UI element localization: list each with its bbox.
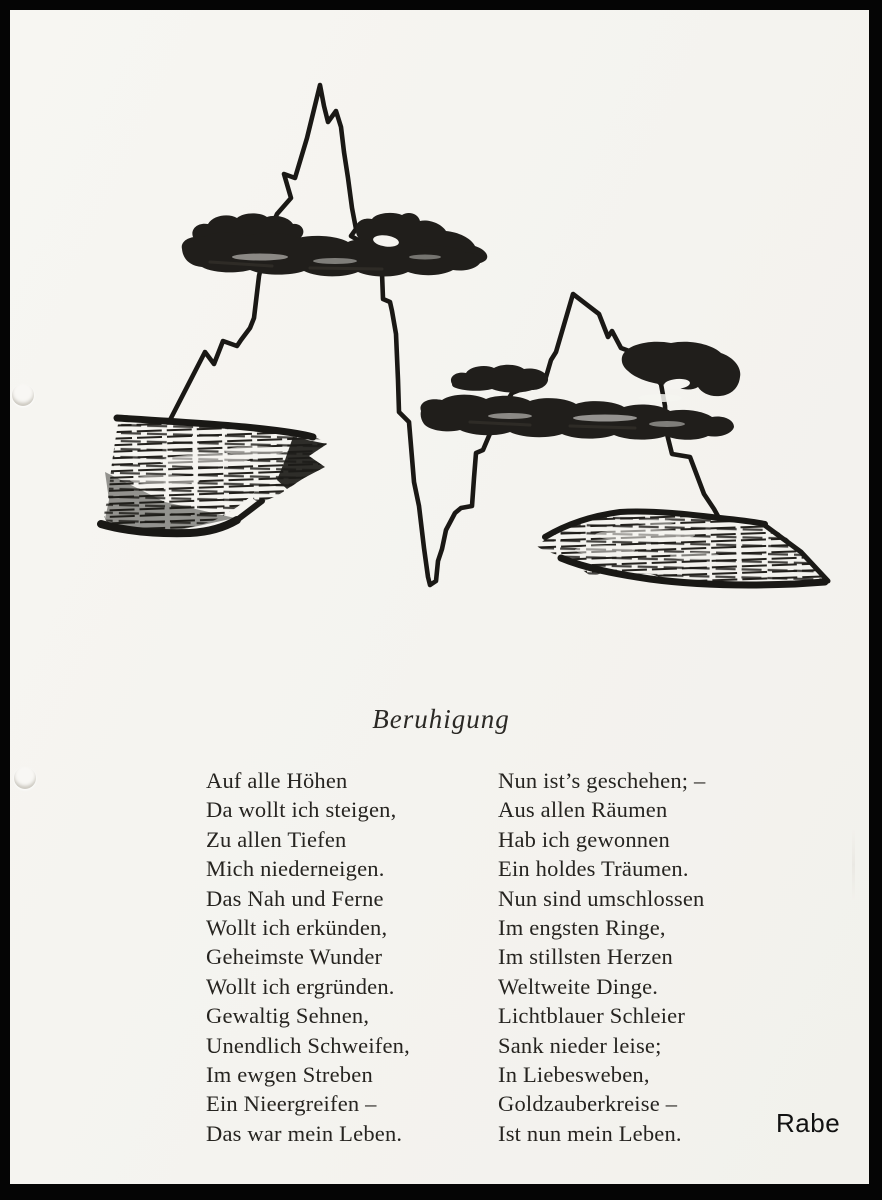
poem-line: Im engsten Ringe, — [498, 915, 666, 941]
poem-line: Sank nieder leise; — [498, 1032, 662, 1058]
poem-line: Wollt ich ergründen. — [206, 973, 395, 999]
poem-line: In Liebesweben, — [498, 1062, 650, 1088]
poem-column-left — [206, 766, 491, 1148]
signature-rabe: Rabe — [776, 1108, 841, 1138]
cloud-band-right — [420, 342, 740, 440]
poem-line: Aus allen Räumen — [498, 797, 668, 823]
poem-line: Lichtblauer Schleier — [498, 1003, 686, 1029]
poem-line: Im ewgen Streben — [206, 1062, 373, 1088]
poem-line: Unendlich Schweifen, — [206, 1032, 410, 1058]
poem-line: Zu allen Tiefen — [206, 826, 347, 852]
poem-line: Weltweite Dinge. — [498, 973, 659, 999]
poem-column-right — [498, 766, 808, 1148]
poem-line: Das Nah und Ferne — [206, 885, 384, 911]
poem-line: Da wollt ich steigen, — [206, 797, 397, 823]
poem-line: Goldzauberkreise – — [498, 1091, 678, 1117]
poem-line: Gewaltig Sehnen, — [206, 1003, 370, 1029]
poem-line: Auf alle Höhen — [206, 768, 348, 793]
poem-line: Mich niederneigen. — [206, 856, 385, 882]
poem-line: Ist nun mein Leben. — [498, 1120, 682, 1146]
poem-line: Geheimste Wunder — [206, 944, 383, 970]
poem-line: Das war mein Leben. — [206, 1120, 403, 1146]
poem-line: Nun ist’s geschehen; – — [498, 768, 706, 793]
poem-title: Beruhigung — [372, 704, 510, 734]
poem-line: Nun sind umschlossen — [498, 885, 705, 911]
shadow-mass-left — [101, 418, 327, 533]
hole-punch-bottom — [14, 767, 36, 789]
paper-crease — [852, 830, 855, 900]
ink-sketch-two-peaks-with-cloud-bands — [10, 10, 872, 670]
cloud-band-left — [182, 213, 488, 277]
poem-line: Ein Nieergreifen – — [206, 1091, 377, 1117]
shadow-mass-right — [537, 511, 828, 586]
poem-line: Im stillsten Herzen — [498, 944, 673, 970]
poem-line: Ein holdes Träumen. — [498, 856, 689, 882]
poem-line: Wollt ich erkünden, — [206, 915, 388, 941]
poem-line: Hab ich gewonnen — [498, 826, 670, 852]
